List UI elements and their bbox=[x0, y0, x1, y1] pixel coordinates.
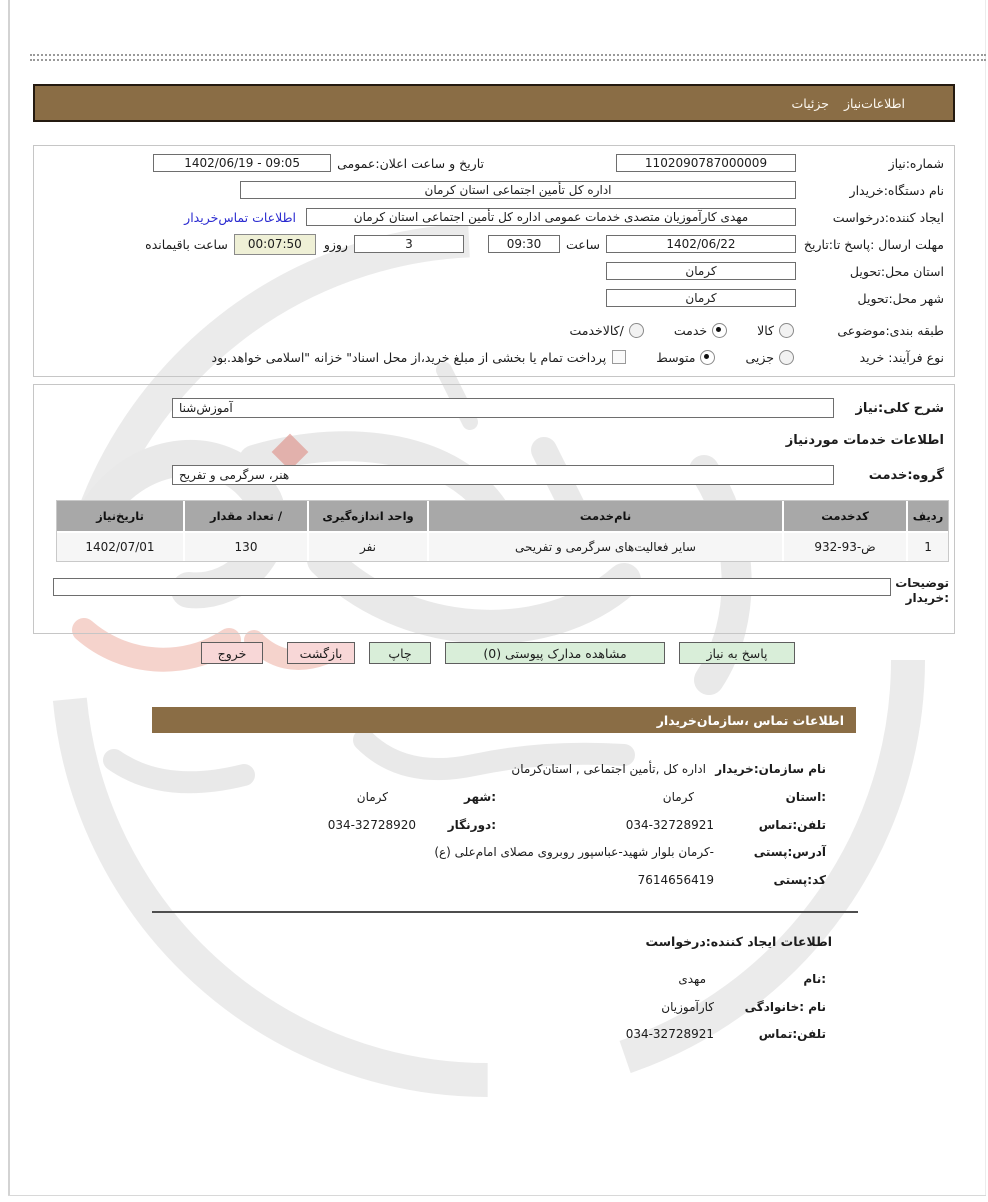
org-province-row bbox=[152, 790, 856, 812]
org-address-value: -کرمان بلوار شهید-عباسپور روبروی مصلای امام‌علی (ع) bbox=[434, 845, 714, 859]
medium-radio[interactable] bbox=[700, 350, 715, 365]
buyer-org-row bbox=[34, 180, 954, 200]
buyer-org-field[interactable]: اداره کل تأمین اجتماعی استان کرمان bbox=[240, 181, 796, 199]
org-phone-value: 034-32728921 bbox=[625, 818, 714, 832]
view-attachments-button[interactable]: مشاهده مدارک پیوستی (0) bbox=[445, 642, 665, 664]
need-detail-panel bbox=[33, 384, 955, 634]
buyer-comments-row bbox=[34, 576, 954, 606]
org-city-value: کرمان bbox=[356, 790, 388, 804]
org-postal-label: کد:پستی bbox=[773, 873, 826, 887]
org-city-label: :شهر bbox=[464, 790, 496, 804]
cell-service-name: سایر فعالیت‌های سرگرمی و تفریحی bbox=[429, 533, 782, 561]
goods-radio-label: کالا bbox=[757, 322, 774, 338]
countdown-timer: 00:07:50 bbox=[234, 234, 316, 255]
creator-phone-row bbox=[152, 1027, 856, 1049]
need-number-row bbox=[34, 153, 954, 173]
header-unit: واحد اندازه‌گیری bbox=[309, 501, 427, 531]
section-divider bbox=[152, 911, 858, 913]
service-group-label: گروه:خدمت bbox=[868, 467, 944, 483]
goods-radio[interactable] bbox=[779, 323, 794, 338]
page-right-border bbox=[985, 0, 986, 1196]
request-creator-row bbox=[34, 207, 954, 227]
creator-phone-value: 034-32728921 bbox=[625, 1027, 714, 1041]
print-button[interactable]: چاپ bbox=[369, 642, 431, 664]
cell-need-date: 1402/07/01 bbox=[57, 533, 183, 561]
header-quantity: / تعداد مقدار bbox=[185, 501, 307, 531]
service-group-row bbox=[34, 464, 954, 486]
remaining-days-field[interactable]: 3 bbox=[354, 235, 464, 253]
minor-radio-label: جزیی bbox=[745, 349, 774, 365]
creator-family-row bbox=[152, 1000, 856, 1022]
creator-name-value: مهدی bbox=[678, 972, 706, 986]
deadline-date-field[interactable]: 1402/06/22 bbox=[606, 235, 796, 253]
page-bottom-border bbox=[8, 1195, 986, 1196]
need-desc-field[interactable]: آموزش‌شنا bbox=[172, 398, 834, 418]
process-option-medium bbox=[656, 350, 715, 365]
org-contact-bar-title: اطلاعات تماس ،سازمان‌خریدار bbox=[656, 712, 844, 728]
reply-deadline-row bbox=[34, 234, 954, 254]
org-province-label: :استان bbox=[785, 790, 826, 804]
days-label: روزو bbox=[323, 236, 348, 252]
action-buttons-row bbox=[33, 642, 955, 664]
org-name-row bbox=[152, 762, 856, 784]
header-service-code: کدخدمت bbox=[784, 501, 906, 531]
announce-datetime-label: تاریخ و ساعت اعلان:عمومی bbox=[337, 155, 484, 171]
subject-classification-label: طبقه بندی:موضوعی bbox=[837, 322, 944, 338]
creator-family-label: نام :خانوادگی bbox=[744, 1000, 826, 1014]
comments-label-line2: :خریدار bbox=[905, 591, 949, 605]
delivery-city-field[interactable]: کرمان bbox=[606, 289, 796, 307]
reply-deadline-label: مهلت ارسال :پاسخ تا:تاریخ bbox=[803, 236, 944, 252]
org-name-label: نام سازمان:خریدار bbox=[715, 762, 826, 776]
creator-phone-label: تلفن:تماس bbox=[758, 1027, 826, 1041]
org-postal-value: 7614656419 bbox=[637, 873, 714, 887]
exit-button[interactable]: خروج bbox=[201, 642, 263, 664]
services-heading: اطلاعات خدمات موردنیاز bbox=[785, 433, 944, 448]
process-option-minor bbox=[745, 350, 794, 365]
process-type-label: نوع فرآیند: خرید bbox=[859, 349, 944, 365]
cell-quantity: 130 bbox=[185, 533, 307, 561]
top-tab-bar bbox=[33, 84, 955, 122]
delivery-province-label: استان محل:تحویل bbox=[849, 263, 944, 279]
need-desc-label: شرح کلی:نیاز bbox=[855, 400, 944, 416]
org-name-value: اداره کل ,تأمین اجتماعی , استان‌کرمان bbox=[511, 762, 706, 776]
need-number-field[interactable]: 1102090787000009 bbox=[616, 154, 796, 172]
delivery-province-field[interactable]: کرمان bbox=[606, 262, 796, 280]
reply-to-need-button[interactable]: پاسخ به نیاز bbox=[679, 642, 795, 664]
goods-service-radio-label: /کالاخدمت bbox=[569, 322, 624, 338]
dotted-separator bbox=[30, 54, 986, 56]
comments-label-line1: توضیحات bbox=[895, 576, 949, 590]
org-fax-value: 034-32728920 bbox=[327, 818, 416, 832]
delivery-province-row bbox=[34, 261, 954, 281]
buyer-contact-link[interactable]: اطلاعات تماس‌خریدار bbox=[184, 209, 296, 225]
tab-details[interactable]: جزئیات bbox=[791, 95, 829, 111]
creator-section-heading-row bbox=[152, 934, 856, 956]
need-number-label: شماره:نیاز bbox=[888, 155, 944, 171]
page-left-border bbox=[8, 0, 10, 1196]
header-need-date: تاریخ‌نیاز bbox=[57, 501, 183, 531]
announce-datetime-field[interactable]: 1402/06/19 - 09:05 bbox=[153, 154, 331, 172]
org-province-value: کرمان bbox=[662, 790, 694, 804]
process-type-row bbox=[34, 347, 954, 367]
org-postal-row bbox=[152, 873, 856, 895]
medium-radio-label: متوسط bbox=[656, 349, 696, 365]
services-table bbox=[56, 500, 949, 562]
org-fax-label: :دورنگار bbox=[447, 818, 496, 832]
service-radio-label: خدمت bbox=[673, 322, 708, 338]
header-service-name: نام‌خدمت bbox=[429, 501, 782, 531]
hour-label: ساعت bbox=[565, 236, 600, 252]
delivery-city-label: شهر محل:تحویل bbox=[857, 290, 944, 306]
cell-row-number: 1 bbox=[908, 533, 948, 561]
treasury-checkbox-label: پرداخت تمام یا بخشی از مبلغ خرید،از محل اسناد" خزانه "اسلامی خواهد.بود bbox=[211, 349, 607, 365]
request-creator-field[interactable]: مهدی کارآموزیان متصدی خدمات عمومی اداره کل تأمین اجتماعی استان کرمان bbox=[306, 208, 796, 226]
cell-service-code: ض-93-932 bbox=[784, 533, 906, 561]
creator-family-value: کارآموزیان bbox=[661, 1000, 714, 1014]
services-table-header bbox=[57, 501, 948, 531]
treasury-option bbox=[212, 350, 627, 365]
dotted-separator bbox=[30, 59, 986, 61]
org-contact-bar bbox=[152, 707, 856, 733]
need-summary-panel bbox=[33, 145, 955, 377]
minor-radio[interactable] bbox=[779, 350, 794, 365]
delivery-city-row bbox=[34, 288, 954, 308]
table-row bbox=[57, 531, 948, 561]
service-group-field[interactable]: هنر، سرگرمی و تفریح bbox=[172, 465, 834, 485]
org-phone-label: تلفن:تماس bbox=[758, 818, 826, 832]
service-radio[interactable] bbox=[712, 323, 727, 338]
class-option-goods bbox=[757, 323, 794, 338]
class-option-service bbox=[674, 323, 727, 338]
need-desc-row bbox=[34, 397, 954, 419]
org-address-row bbox=[152, 845, 856, 867]
org-phone-row bbox=[152, 818, 856, 840]
back-button[interactable]: بازگشت bbox=[287, 642, 355, 664]
creator-name-label: :نام bbox=[803, 972, 826, 986]
class-option-goods-service bbox=[569, 323, 643, 338]
deadline-time-field[interactable]: 09:30 bbox=[488, 235, 560, 253]
treasury-checkbox[interactable] bbox=[612, 350, 626, 364]
org-address-label: آدرس:پستی bbox=[753, 845, 826, 859]
subject-classification-row bbox=[34, 320, 954, 340]
tab-need-info[interactable]: اطلاعات‌نیاز bbox=[843, 95, 905, 111]
remaining-hours-label: ساعت باقیمانده bbox=[145, 236, 228, 252]
header-row-number: ردیف bbox=[908, 501, 948, 531]
creator-section-heading: اطلاعات ایجاد کننده:درخواست bbox=[645, 934, 832, 949]
buyer-comments-label bbox=[891, 576, 949, 606]
buyer-comments-field[interactable] bbox=[53, 578, 891, 596]
creator-name-row bbox=[152, 972, 856, 994]
cell-unit: نفر bbox=[309, 533, 427, 561]
buyer-org-label: نام دستگاه:خریدار bbox=[849, 182, 944, 198]
request-creator-label: ایجاد کننده:درخواست bbox=[832, 209, 944, 225]
goods-service-radio[interactable] bbox=[629, 323, 644, 338]
